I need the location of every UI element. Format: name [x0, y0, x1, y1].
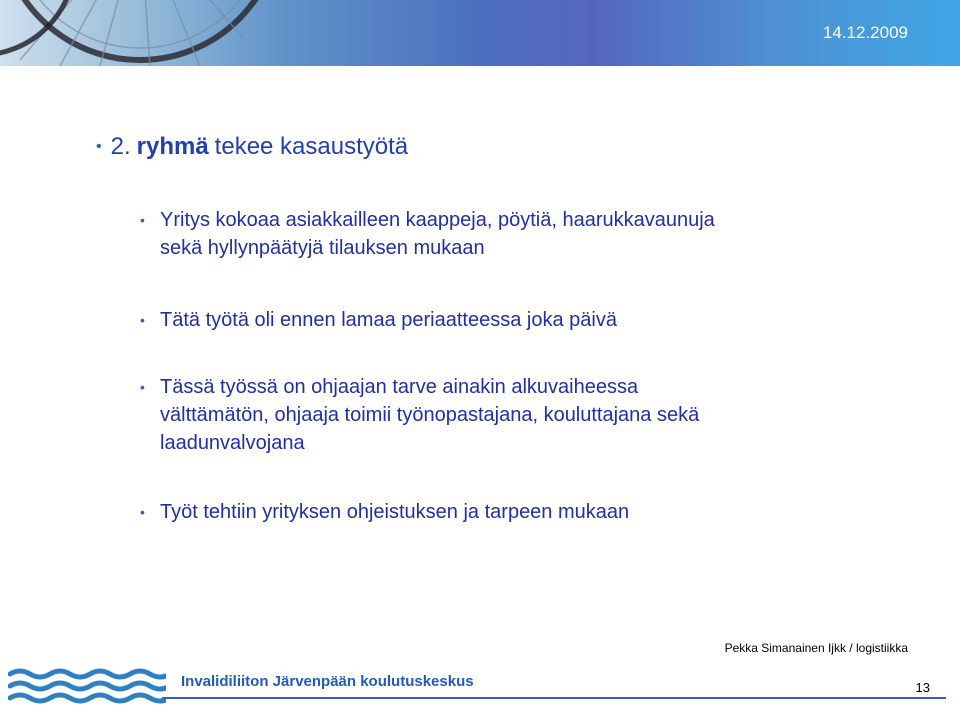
bullet-line: laadunvalvojana [160, 432, 305, 454]
bullet-icon: • [140, 504, 145, 520]
footer-divider [162, 697, 946, 699]
bullet-line: Tässä työssä on ohjaajan tarve ainakin alkuvaiheessa [160, 376, 639, 398]
page-number: 13 [915, 680, 930, 695]
bullet-icon: • [140, 379, 145, 395]
bullet-line: Työt tehtiin yrityksen ohjeistuksen ja tarpeen mukaan [160, 501, 630, 523]
title-number: 2. [110, 133, 131, 160]
bullet-item [140, 498, 860, 526]
bullet-icon: • [140, 212, 145, 228]
bullet-line: sekä hyllynpäätyjä tilauksen mukaan [160, 237, 485, 259]
wheelchair-wheel-icon [0, 0, 960, 66]
organization-name: Invalidiliiton Järvenpään koulutuskeskus [181, 673, 474, 690]
bullet-line: välttämätön, ohjaaja toimii työnopastajana, kouluttajana sekä [160, 404, 700, 426]
author-label: Pekka Simanainen Ijkk / logistiikka [724, 641, 908, 655]
bullet-line: Tätä työtä oli ennen lamaa periaatteessa joka päivä [160, 309, 617, 331]
bullet-item [140, 206, 860, 262]
bullet-item [140, 306, 860, 334]
slide-title [96, 133, 408, 161]
title-strong: ryhmä [136, 133, 209, 160]
bullet-icon: • [96, 138, 102, 155]
date-label: 14.12.2009 [822, 23, 908, 42]
bullet-line: Yritys kokoaa asiakkailleen kaappeja, pöytiä, haarukkavaunuja [160, 209, 715, 231]
bullet-icon: • [140, 312, 145, 328]
wave-logo-icon [8, 666, 166, 710]
header-band [0, 0, 960, 66]
title-rest: tekee kasaustyötä [214, 133, 409, 160]
bullet-item [140, 373, 860, 457]
